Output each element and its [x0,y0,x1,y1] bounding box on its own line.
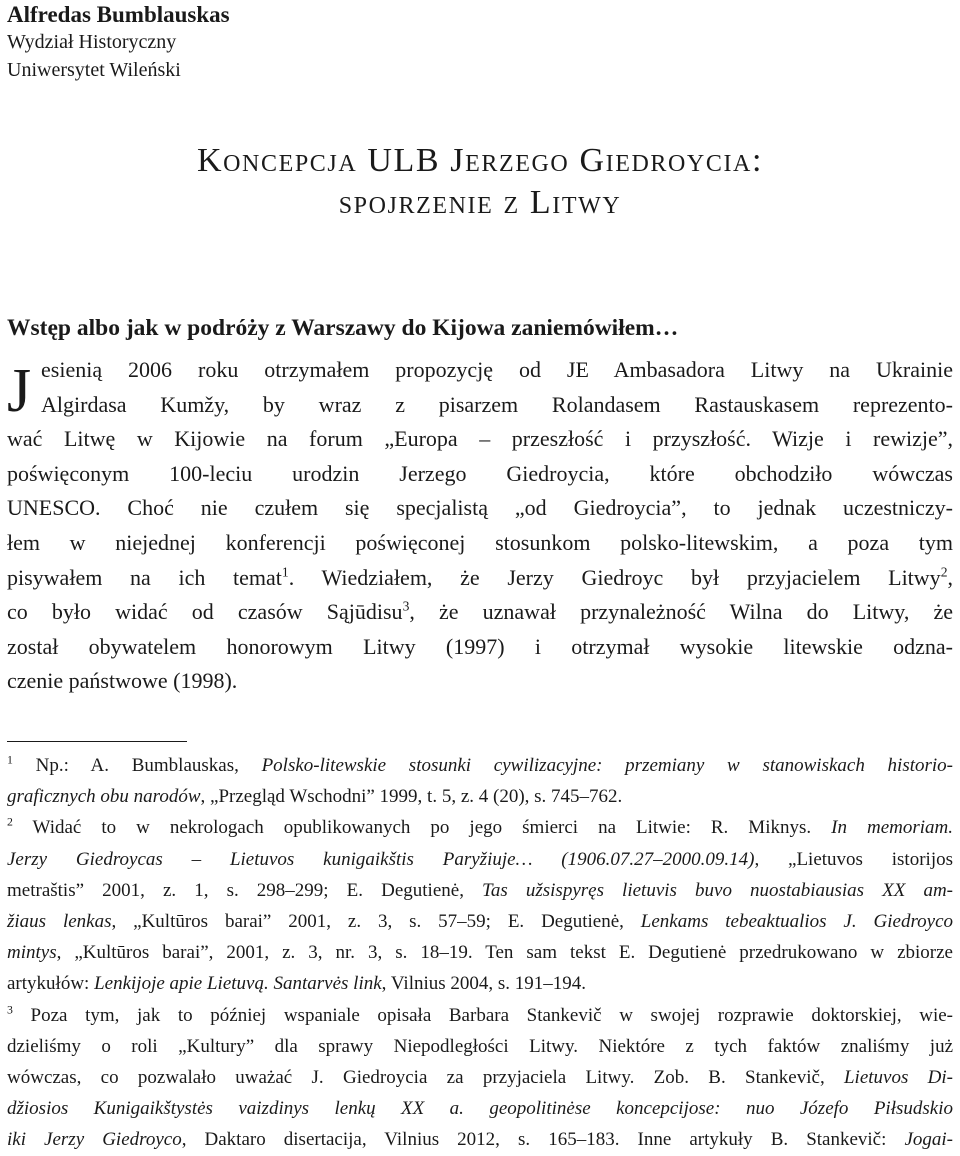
footnote-3-text-3: wówczas, co pozwalało uważać J. Giedroycia za przyjaciela Litwy. Zob. B. Stankevič, [7,1066,844,1088]
body-line-1: esienią 2006 roku otrzymałem propozycję od JE Ambasadora Litwy na Ukrainie [41,357,953,382]
footnote-ref-3: 3 [402,598,410,614]
footnote-3-line-3 [7,1062,953,1093]
footnote-1-italic: Polsko-litewskie stosunki cywilizacyjne: przemiany w stanowiskach historio- [261,755,953,776]
footnote-2-line-4 [7,906,953,937]
footnotes [7,750,953,1155]
body-line-8-part-a: co było widać od czasów Sąjūdisu [7,599,403,625]
footnote-2-line-1 [7,812,953,843]
body-line-4: poświęconym 100-leciu urodzin Jerzego Giedroycia, które obchodziło wówczas [7,460,953,486]
footnote-2-line-6 [7,968,953,999]
body-line-9: został obywatelem honorowym Litwy (1997) i otrzymał wysokie litewskie odzna- [7,633,953,659]
footnote-2-line-5 [7,937,953,968]
footnote-2-text-3: metraštis” 2001, z. 1, s. 298–299; E. Degutienė, [7,879,483,901]
footnote-2-text-5: , „Kultūros barai”, 2001, z. 3, nr. 3, s. 18–19. Ten sam tekst E. Degutienė przedrukowano w zbiorze [56,942,953,964]
footnote-1-line-2 [7,781,953,812]
body-line-6: łem w niejednej konferencji poświęconej stosunkom polsko-litewskim, a poza tym [7,529,953,555]
drop-cap: J [7,357,32,425]
footnote-3-text-2: dzieliśmy o roli „Kultury” dla sprawy Niepodległości Litwy. Niektóre z tych faktów znaliśmy już [7,1035,953,1057]
body-line-5: UNESCO. Choć nie czułem się specjalistą „od Giedroycia”, to jednak uczestniczy- [7,495,953,521]
footnote-2-text-2: , „Lietuvos istorijos [754,848,953,870]
footnote-3-italic: Lietuvos Di- [843,1066,953,1088]
footnote-2-text-4: , „Kultūros barai” 2001, z. 3, s. 57–59; E. Degutienė, [111,910,641,932]
author-name: Alfredas Bumblauskas [7,2,230,27]
footnote-2-italic-5: Lenkams tebeaktualios J. Giedroyco [640,910,953,932]
body-line-7-part-c: , [947,564,953,590]
article-title-line2: spojrzenie z Litwy [338,184,622,221]
footnote-2-text-7: , Vilnius 2004, s. 191–194. [381,973,587,995]
footnote-3-number: 3 [7,1003,13,1017]
footnote-2-text: Widać to w nekrologach opublikowanych po jego śmierci na Litwie: R. Miknys. [12,817,832,839]
footnote-3-text-4: , Daktaro disertacija, Vilnius 2012, s. 165–183. Inne artykuły B. Stankevič: [181,1129,905,1151]
section-heading: Wstęp albo jak w podróży z Warszawy do Kijowa zaniemówiłem… [7,315,679,341]
footnote-2-italic-4: žiaus lenkas [7,910,112,932]
footnote-2-line-2 [7,844,953,875]
footnote-1-text: Np.: A. Bumblauskas, [12,755,262,776]
footnote-2-line-3 [7,875,953,906]
body-line-8-part-b: , że uznawał przynależność Wilna do Litwy, że [409,599,954,625]
body-line-8 [7,595,953,630]
footnote-ref-2: 2 [940,564,948,580]
footnote-1-number: 1 [7,753,13,767]
footnote-3-italic-4: Jogai- [904,1129,954,1151]
body-line-3: wać Litwę w Kijowie na forum „Europa – przeszłość i przyszłość. Wizje i rewizje”, [7,426,953,452]
footnote-2-italic-3: Tas užsispyręs lietuvis buvo nuostabiausias XX am- [482,879,954,901]
footnote-3-italic-2: džiosios Kunigaikštystės vaizdinys lenkų XX a. geopolitinėse koncepcijose: nuo Józefo Piłsudskio [7,1098,953,1120]
footnote-2-italic-2: Jerzy Giedroycas – Lietuvos kunigaikštis Paryžiuje… (1906.07.27–2000.09.14) [7,848,755,870]
affiliation-university: Uniwersytet Wileński [7,59,181,81]
footnote-3-italic-3: iki Jerzy Giedroyco [7,1129,182,1151]
footnote-3-line-5 [7,1124,953,1155]
body-line-7 [7,561,953,596]
body-line-2: Algirdasa Kumžy, by wraz z pisarzem Rolandasem Rastauskasem reprezento- [41,391,953,417]
footnote-1-italic-2: graficznych obu narodów [7,786,201,808]
footnote-3-text: Poza tym, jak to później wspaniale opisała Barbara Stankevič w swojej rozprawie doktorskiej, wie- [12,1004,953,1026]
footnote-2-italic: In memoriam. [831,817,953,839]
body-line-10: czenie państwowe (1998). [7,668,238,694]
footnote-1-text-2: , „Przegląd Wschodni” 1999, t. 5, z. 4 (20), s. 745–762. [200,786,623,808]
affiliation-faculty: Wydział Historyczny [7,31,177,53]
footnote-1-line-1 [7,750,953,781]
body-line-7-part-b: . Wiedziałem, że Jerzy Giedroyc był przyjacielem Litwy [288,564,941,590]
footnote-2-italic-6: mintys [7,942,57,964]
footnote-ref-1: 1 [281,564,289,580]
footnote-3-line-4 [7,1093,953,1124]
footnote-3-line-1 [7,1000,953,1031]
article-title-line1: Koncepcja ULB Jerzego Giedroycia: [196,142,764,179]
footnote-2-text-6: artykułów: [7,973,95,995]
body-paragraph [7,353,953,699]
footnote-separator [7,741,187,742]
footnote-2-number: 2 [7,816,13,830]
footnote-3-line-2 [7,1031,953,1062]
footnote-2-italic-7: Lenkijoje apie Lietuvą. Santarvės link [94,973,382,995]
body-line-7-part-a: pisywałem na ich temat [7,564,282,590]
